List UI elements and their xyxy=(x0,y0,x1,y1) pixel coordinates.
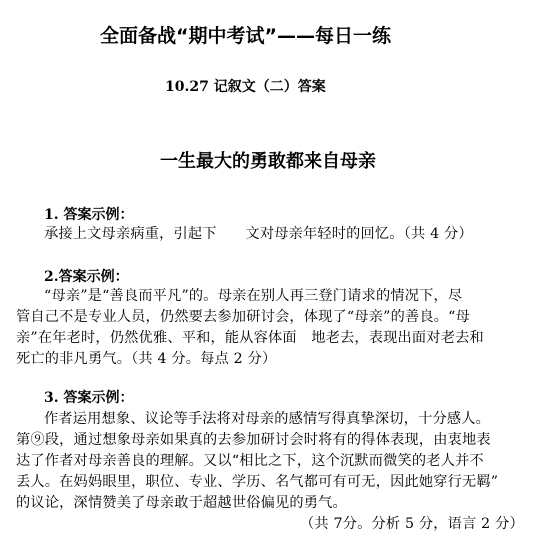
answer-line: 达了作者对母亲善良的理解。又以“相比之下，这个沉默而微笑的老人并不 xyxy=(16,453,484,469)
document-title: 全面备战“期中考试”——每日一练 xyxy=(100,25,391,47)
answer-line: 作者运用想象、议论等手法将对母亲的感情写得真挚深切，十分感人。 xyxy=(44,411,491,427)
answer-line: 的议论，深情赞美了母亲敢于超越世俗偏见的勇气。 xyxy=(16,495,347,511)
document-subtitle: 10.27 记叙文（二）答案 xyxy=(165,79,326,95)
answer-line: “母亲”是“善良而平凡”的。母亲在别人再三登门请求的情况下，尽 xyxy=(44,288,463,304)
answer-heading-3: 3. 答案示例： xyxy=(44,390,134,406)
answer-line: 亲”在年老时，仍然优雅、平和，能从容体面 地老去，表现出面对老去和 xyxy=(16,330,484,346)
essay-title: 一生最大的勇敢都来自母亲 xyxy=(160,151,376,172)
answer-line: 丢人。在妈妈眼里，职位、专业、学历、名气都可有可无，因此她穿行无羁” xyxy=(16,474,499,490)
answer-line: 承接上文母亲病重，引起下 文对母亲年轻时的回忆。（共 4 分） xyxy=(44,226,473,242)
answer-heading-2: 2.答案示例： xyxy=(44,269,129,285)
score-note: （共 7分。分析 5 分，语言 2 分） xyxy=(300,516,524,532)
answer-heading-1: 1. 答案示例： xyxy=(44,207,134,223)
answer-line: 死亡的非凡勇气。（共 4 分。每点 2 分） xyxy=(16,351,277,367)
answer-line: 第⑨段，通过想象母亲如果真的去参加研讨会时将有的得体表现，由衷地表 xyxy=(16,432,491,448)
answer-line: 管自己不是专业人员，仍然要去参加研讨会，体现了“母亲”的善良。“母 xyxy=(16,309,470,325)
